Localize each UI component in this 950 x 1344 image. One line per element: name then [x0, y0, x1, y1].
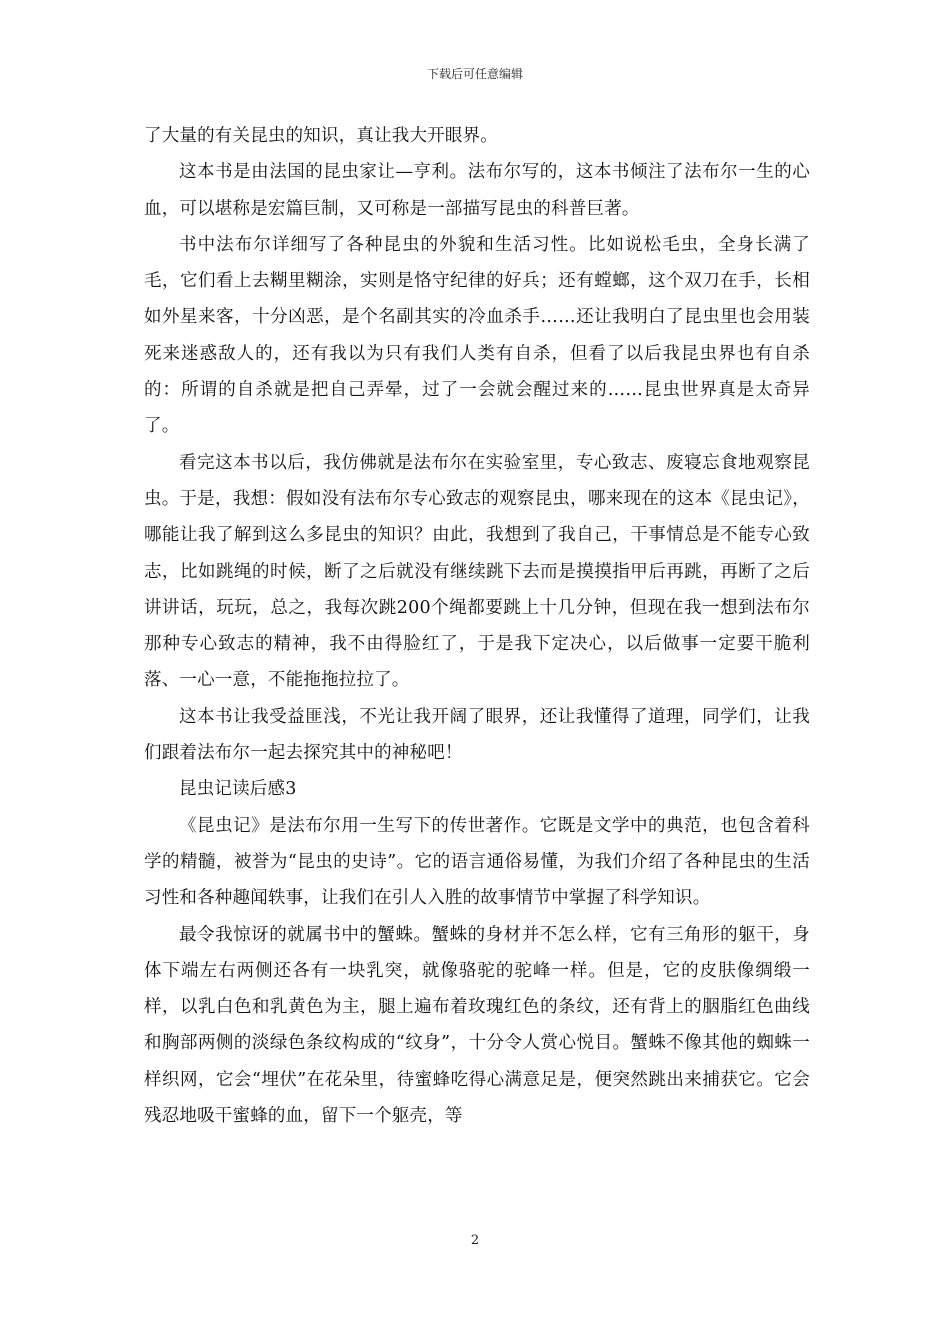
page-number: 2 — [470, 1233, 480, 1248]
section-heading: 昆虫记读后感3 — [179, 779, 297, 800]
paragraph-7: 最令我惊讶的就属书中的蟹蛛。蟹蛛的身材并不怎么样，它有三角形的躯干，身体下端左右两侧还各有一块乳突，就像骆驼的驼峰一样。但是，它的皮肤像绸缎一样，以乳白色和乳黄色为主，腿上遍布着玫瑰红色的条纹，还有背上的胭脂红色曲线和胸部两侧的淡绿色条纹构成的“纹身”，十分令人赏心悦目。蟹蛛不像其他的蜘蛛一样织网，它会“埋伏”在花朵里，待蜜蜂吃得心满意足是，便突然跳出来捕获它。它会残忍地吸干蜜蜂的血，留下一个躯壳，等 — [144, 924, 810, 1127]
paragraph-4: 看完这本书以后，我仿佛就是法布尔在实验室里，专心致志、废寝忘食地观察昆虫。于是，我想：假如没有法布尔专心致志的观察昆虫，哪来现在的这本《昆虫记》，哪能让我了解到这么多昆虫的知识？由此，我想到了我自己，干事情总是不能专心致志，比如跳绳的时候，断了之后就没有继续跳下去而是摸摸指甲后再跳，再断了之后讲讲话，玩玩，总之，我每次跳200个绳都要跳上十几分钟，但现在我一想到法布尔那种专心致志的精神，我不由得脸红了，于是我下定决心，以后做事一定要干脆利落、一心一意，不能拖拖拉拉了。 — [144, 452, 810, 691]
paragraph-5: 这本书让我受益匪浅，不光让我开阔了眼界，还让我懂得了道理，同学们，让我们跟着法布尔一起去探究其中的神秘吧！ — [144, 706, 810, 764]
paragraph-3: 书中法布尔详细写了各种昆虫的外貌和生活习性。比如说松毛虫，全身长满了毛，它们看上去糊里糊涂，实则是恪守纪律的好兵；还有螳螂，这个双刀在手，长相如外星来客，十分凶恶，是个名副其实的冷血杀手……还让我明白了昆虫里也会用装死来迷惑敌人的，还有我以为只有我们人类有自杀，但看了以后我昆虫界也有自杀的：所谓的自杀就是把自己弄晕，过了一会就会醒过来的……昆虫世界真是太奇异了。 — [144, 234, 810, 437]
paragraph-2: 这本书是由法国的昆虫家让—亨利。法布尔写的，这本书倾注了法布尔一生的心血，可以堪称是宏篇巨制，又可称是一部描写昆虫的科普巨著。 — [144, 162, 810, 219]
paragraph-1: 了大量的有关昆虫的知识，真让我大开眼界。 — [144, 126, 498, 146]
document-body — [144, 118, 810, 1134]
paragraph-6: 《昆虫记》是法布尔用一生写下的传世著作。它既是文学中的典范，也包含着科学的精髓，被誉为“昆虫的史诗”。它的语言通俗易懂，为我们介绍了各种昆虫的生活习性和各种趣闻轶事，让我们在引人入胜的故事情节中掌握了科学知识。 — [144, 815, 810, 909]
page-header: 下载后可任意编辑 — [426, 67, 523, 81]
